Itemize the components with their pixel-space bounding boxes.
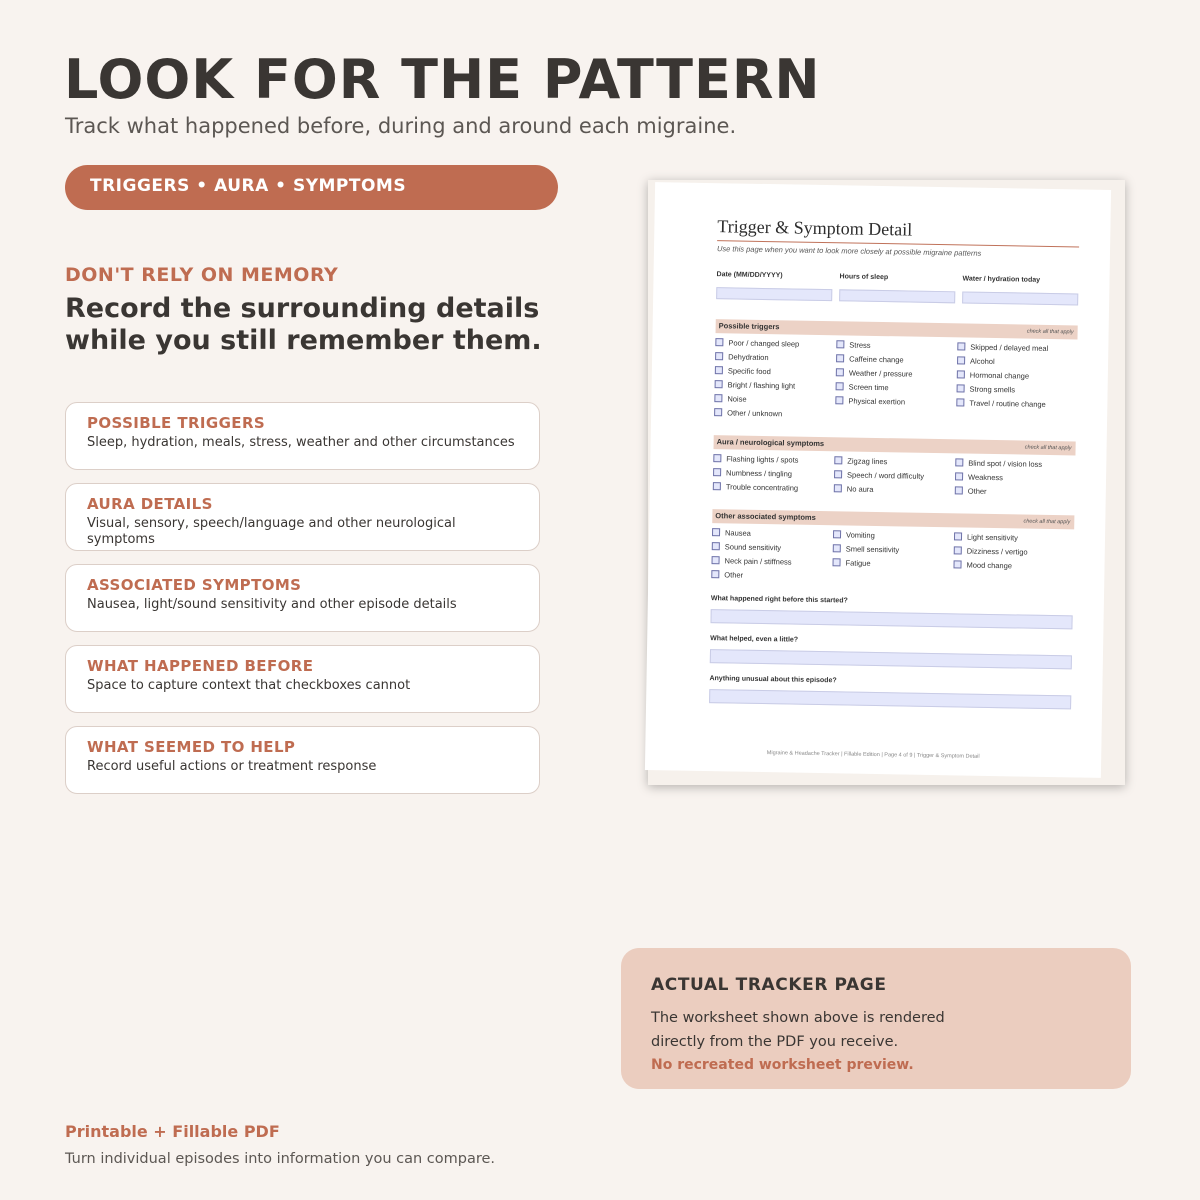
water-field[interactable] — [962, 291, 1078, 305]
other-col-1 — [711, 528, 792, 585]
triggers-col-3 — [956, 342, 1048, 414]
checkbox-item[interactable]: Weakness — [955, 472, 1042, 488]
question-field[interactable] — [710, 649, 1072, 669]
checkbox-icon[interactable] — [713, 482, 721, 490]
checkbox-icon[interactable] — [714, 394, 722, 402]
other-col-3 — [953, 532, 1028, 575]
feature-card-before — [65, 645, 540, 713]
format-subtitle: Turn individual episodes into information you can compare. — [65, 1151, 496, 1167]
feature-list — [65, 402, 540, 807]
checkbox-icon[interactable] — [833, 530, 841, 538]
checkbox-icon[interactable] — [836, 368, 844, 376]
aura-band — [714, 435, 1076, 455]
question-label: What helped, even a little? — [710, 635, 799, 644]
check-note: check all that apply — [1024, 444, 1072, 452]
checkbox-item[interactable]: Poor / changed sleep — [715, 338, 799, 353]
other-symptoms-band — [712, 509, 1074, 529]
checkbox-icon[interactable] — [713, 468, 721, 476]
checkbox-item[interactable]: Strong smells — [956, 384, 1047, 400]
checkbox-item[interactable]: Other — [711, 570, 791, 585]
feature-description: Visual, sensory, speech/language and other neurological symptoms — [87, 516, 456, 547]
checkbox-icon[interactable] — [957, 356, 965, 364]
checkbox-item[interactable]: Bright / flashing light — [714, 380, 798, 395]
check-note: check all that apply — [1023, 518, 1071, 526]
question-field[interactable] — [709, 689, 1071, 709]
aura-col-1 — [713, 454, 799, 497]
other-col-2 — [832, 530, 899, 573]
checkbox-icon[interactable] — [715, 338, 723, 346]
question-label: Anything unusual about this episode? — [709, 675, 837, 685]
question-field[interactable] — [710, 609, 1072, 629]
checkbox-item[interactable]: Light sensitivity — [954, 532, 1028, 547]
worksheet-page — [645, 182, 1111, 778]
checkbox-icon[interactable] — [955, 458, 963, 466]
checkbox-icon[interactable] — [715, 366, 723, 374]
checkbox-item[interactable]: Screen time — [835, 382, 912, 397]
feature-card-help — [65, 726, 540, 794]
feature-title: POSSIBLE TRIGGERS — [87, 414, 266, 432]
checkbox-item[interactable]: Physical exertion — [835, 396, 912, 411]
format-title: Printable + Fillable PDF — [65, 1122, 280, 1141]
checkbox-item[interactable]: Specific food — [715, 366, 799, 381]
section-headline: Record the surrounding details while you still remember them. — [65, 293, 542, 356]
page-title: LOOK FOR THE PATTERN — [64, 48, 821, 111]
checkbox-item[interactable]: Mood change — [953, 560, 1027, 575]
feature-card-triggers — [65, 402, 540, 470]
checkbox-icon[interactable] — [715, 380, 723, 388]
checkbox-item[interactable]: Hormonal change — [957, 370, 1048, 386]
checkbox-icon[interactable] — [712, 528, 720, 536]
triggers-band — [716, 319, 1078, 339]
checkbox-item[interactable]: Blind spot / vision loss — [955, 458, 1042, 474]
checkbox-item[interactable]: Other / unknown — [714, 408, 798, 423]
triggers-col-2 — [835, 340, 913, 411]
sleep-field[interactable] — [839, 289, 955, 303]
feature-card-aura — [65, 483, 540, 551]
checkbox-item[interactable]: Smell sensitivity — [833, 544, 900, 559]
checkbox-icon[interactable] — [836, 340, 844, 348]
feature-description: Sleep, hydration, meals, stress, weather and other circumstances — [87, 435, 515, 450]
checkbox-item[interactable]: No aura — [834, 484, 924, 500]
checkbox-icon[interactable] — [715, 352, 723, 360]
checkbox-icon[interactable] — [836, 382, 844, 390]
checkbox-icon[interactable] — [711, 570, 719, 578]
checkbox-item[interactable]: Caffeine change — [836, 354, 913, 369]
checkbox-item[interactable]: Sound sensitivity — [712, 542, 792, 557]
aura-col-3 — [955, 458, 1043, 502]
checkbox-item[interactable]: Stress — [836, 340, 913, 355]
checkbox-item[interactable]: Weather / pressure — [836, 368, 913, 383]
checkbox-icon[interactable] — [833, 544, 841, 552]
checkbox-icon[interactable] — [712, 542, 720, 550]
checkbox-icon[interactable] — [834, 456, 842, 464]
callout-note: No recreated worksheet preview. — [651, 1057, 914, 1073]
section-kicker: DON'T RELY ON MEMORY — [65, 264, 339, 286]
checkbox-item[interactable]: Nausea — [712, 528, 792, 543]
checkbox-item[interactable]: Alcohol — [957, 356, 1048, 372]
check-note: check all that apply — [1026, 328, 1074, 336]
feature-title: AURA DETAILS — [87, 495, 213, 513]
callout-title: ACTUAL TRACKER PAGE — [651, 975, 887, 995]
date-label: Date (MM/DD/YYYY) — [716, 271, 783, 280]
tracker-page-callout — [621, 948, 1131, 1089]
checkbox-item[interactable]: Dehydration — [715, 352, 799, 367]
checkbox-icon[interactable] — [956, 398, 964, 406]
worksheet-footer: Migraine & Headache Tracker | Fillable Edition | Page 4 of 9 | Trigger & Symptom Detail — [766, 750, 980, 760]
aura-heading: Aura / neurological symptoms — [716, 437, 825, 449]
checkbox-item[interactable]: Numbness / tingling — [713, 468, 798, 483]
checkbox-item[interactable]: Flashing lights / spots — [713, 454, 798, 469]
feature-title: WHAT SEEMED TO HELP — [87, 738, 296, 756]
checkbox-item[interactable]: Trouble concentrating — [713, 482, 798, 497]
checkbox-icon[interactable] — [834, 484, 842, 492]
checkbox-icon[interactable] — [955, 486, 963, 494]
date-field[interactable] — [716, 287, 832, 301]
page-subtitle: Track what happened before, during and around each migraine. — [65, 114, 737, 138]
checkbox-item[interactable]: Speech / word difficulty — [834, 470, 924, 486]
checkbox-icon[interactable] — [834, 470, 842, 478]
worksheet-title: Trigger & Symptom Detail — [717, 216, 913, 240]
feature-card-symptoms — [65, 564, 540, 632]
checkbox-icon[interactable] — [714, 408, 722, 416]
checkbox-item[interactable]: Zigzag lines — [834, 456, 924, 472]
worksheet-note: Use this page when you want to look more closely at possible migraine patterns — [716, 244, 982, 258]
checkbox-item[interactable]: Fatigue — [832, 558, 899, 573]
checkbox-icon[interactable] — [957, 342, 965, 350]
worksheet-preview — [648, 180, 1125, 785]
aura-col-2 — [834, 456, 925, 500]
checkbox-item[interactable]: Skipped / delayed meal — [957, 342, 1048, 358]
water-label: Water / hydration today — [962, 275, 1041, 284]
checkbox-item[interactable]: Travel / routine change — [956, 398, 1047, 414]
triggers-heading: Possible triggers — [718, 321, 780, 332]
checkbox-item[interactable]: Vomiting — [833, 530, 900, 545]
checkbox-item[interactable]: Dizziness / vertigo — [954, 546, 1028, 561]
feature-description: Nausea, light/sound sensitivity and other episode details — [87, 597, 457, 612]
checkbox-icon[interactable] — [713, 454, 721, 462]
feature-description: Record useful actions or treatment response — [87, 759, 377, 774]
checkbox-icon[interactable] — [832, 558, 840, 566]
checkbox-icon[interactable] — [957, 370, 965, 378]
question-label: What happened right before this started? — [710, 595, 848, 605]
category-pill: TRIGGERS • AURA • SYMPTOMS — [65, 165, 558, 210]
checkbox-item[interactable]: Noise — [714, 394, 798, 409]
other-symptoms-heading: Other associated symptoms — [715, 511, 816, 522]
triggers-col-1 — [714, 338, 799, 423]
checkbox-icon[interactable] — [953, 560, 961, 568]
checkbox-icon[interactable] — [954, 546, 962, 554]
feature-description: Space to capture context that checkboxes cannot — [87, 678, 411, 693]
feature-title: WHAT HAPPENED BEFORE — [87, 657, 314, 675]
checkbox-icon[interactable] — [955, 472, 963, 480]
sleep-label: Hours of sleep — [839, 273, 889, 282]
checkbox-icon[interactable] — [836, 354, 844, 362]
feature-title: ASSOCIATED SYMPTOMS — [87, 576, 302, 594]
checkbox-icon[interactable] — [712, 556, 720, 564]
checkbox-item[interactable]: Neck pain / stiffness — [711, 556, 791, 571]
callout-body: The worksheet shown above is rendered directly from the PDF you receive. — [651, 1010, 945, 1050]
checkbox-icon[interactable] — [835, 396, 843, 404]
checkbox-icon[interactable] — [954, 532, 962, 540]
checkbox-icon[interactable] — [957, 384, 965, 392]
checkbox-item[interactable]: Other — [955, 486, 1042, 502]
